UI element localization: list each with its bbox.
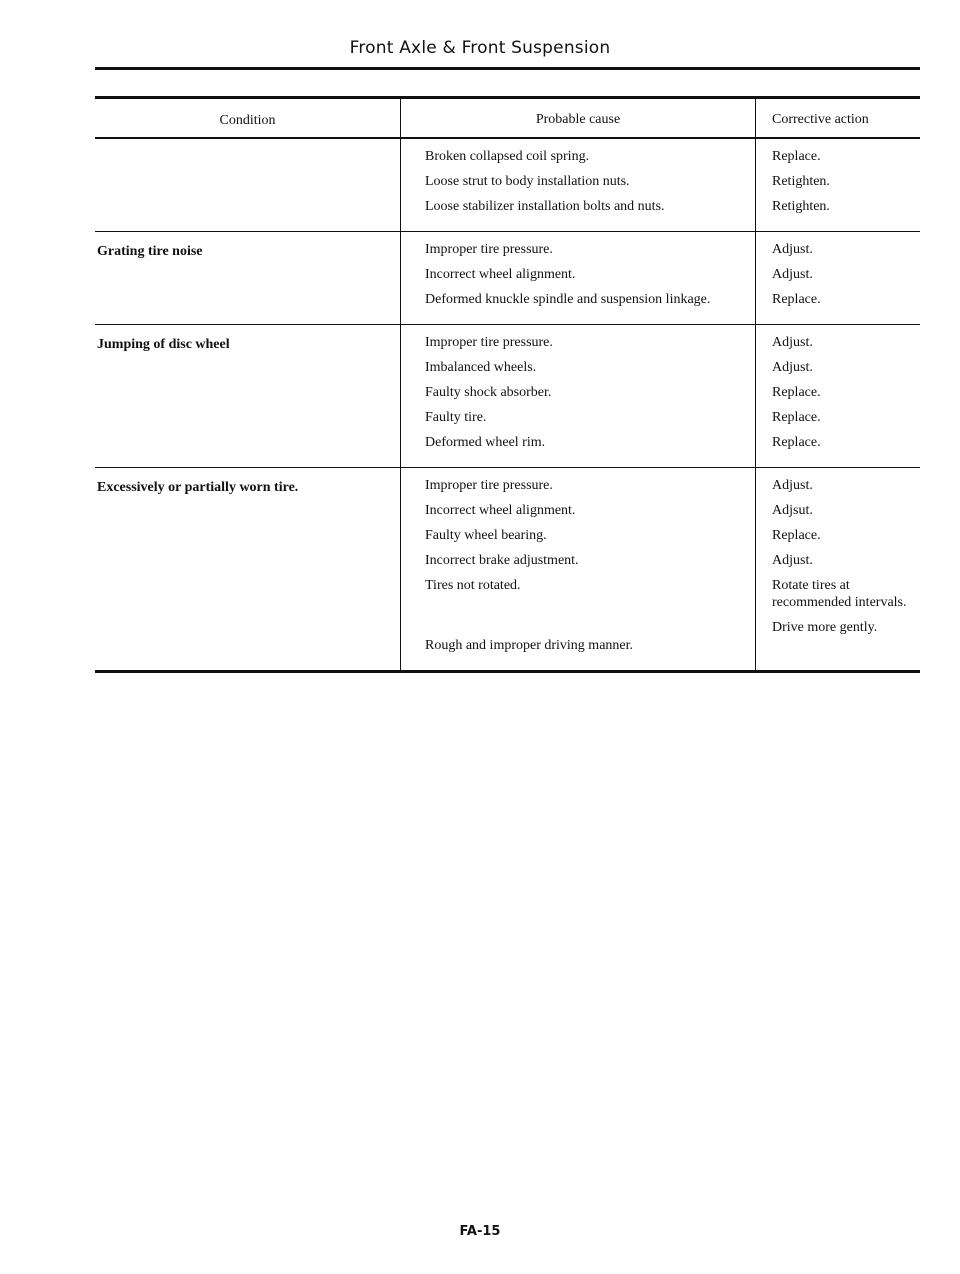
action-cell bbox=[756, 468, 920, 670]
cause-line: Loose stabilizer installation bolts and nuts. bbox=[425, 199, 665, 214]
action-line: Adjust. bbox=[772, 242, 813, 257]
cause-line: Incorrect wheel alignment. bbox=[425, 503, 576, 518]
cause-line: Loose strut to body installation nuts. bbox=[425, 174, 630, 189]
table-group bbox=[95, 468, 920, 673]
table-group bbox=[95, 325, 920, 468]
cause-line: Broken collapsed coil spring. bbox=[425, 149, 590, 164]
action-line: Replace. bbox=[772, 292, 821, 307]
action-line: Retighten. bbox=[772, 174, 830, 189]
cause-line: Deformed knuckle spindle and suspension linkage. bbox=[425, 292, 711, 307]
action-line: Adjsut. bbox=[772, 503, 813, 518]
action-line: Adjust. bbox=[772, 267, 813, 282]
cause-line: Imbalanced wheels. bbox=[425, 360, 537, 375]
page-number: FA-15 bbox=[459, 1224, 501, 1239]
cause-cell bbox=[400, 325, 756, 467]
header-condition: Condition bbox=[219, 113, 276, 128]
cause-line: Deformed wheel rim. bbox=[425, 435, 546, 450]
troubleshooting-table bbox=[95, 96, 920, 673]
action-line: Adjust. bbox=[772, 478, 813, 493]
cause-line: Faulty shock absorber. bbox=[425, 385, 552, 400]
table-group bbox=[95, 232, 920, 325]
cause-line: Improper tire pressure. bbox=[425, 478, 553, 493]
action-line: Drive more gently. bbox=[772, 620, 878, 635]
action-line: Replace. bbox=[772, 528, 821, 543]
action-line: Retighten. bbox=[772, 199, 830, 214]
cause-line: Incorrect brake adjustment. bbox=[425, 553, 579, 568]
cause-line: Faulty wheel bearing. bbox=[425, 528, 547, 543]
action-line: Replace. bbox=[772, 435, 821, 450]
cause-line: Rough and improper driving manner. bbox=[425, 638, 634, 653]
action-line: Adjust. bbox=[772, 360, 813, 375]
page-title: Front Axle & Front Suspension bbox=[349, 38, 611, 58]
action-line: Replace. bbox=[772, 149, 821, 164]
header-probable-cause: Probable cause bbox=[400, 99, 756, 137]
condition-cell: Excessively or partially worn tire. bbox=[97, 480, 299, 495]
cause-line: Tires not rotated. bbox=[425, 578, 521, 593]
header-corrective-action: Corrective action bbox=[772, 112, 869, 127]
cause-line: Improper tire pressure. bbox=[425, 242, 553, 257]
cause-cell bbox=[400, 139, 756, 231]
action-line: Adjust. bbox=[772, 553, 813, 568]
condition-cell: Jumping of disc wheel bbox=[97, 337, 230, 352]
action-line: Rotate tires at recommended intervals. bbox=[772, 578, 907, 610]
cause-line: Improper tire pressure. bbox=[425, 335, 553, 350]
cause-line: Incorrect wheel alignment. bbox=[425, 267, 576, 282]
action-line: Replace. bbox=[772, 410, 821, 425]
cause-cell bbox=[400, 232, 756, 324]
header-rule bbox=[95, 67, 920, 70]
table-group bbox=[95, 139, 920, 232]
action-cell bbox=[756, 139, 920, 231]
action-cell bbox=[756, 325, 920, 467]
action-cell bbox=[756, 232, 920, 324]
table-header-row bbox=[95, 99, 920, 139]
condition-cell bbox=[95, 139, 400, 231]
action-line: Adjust. bbox=[772, 335, 813, 350]
cause-line: Faulty tire. bbox=[425, 410, 487, 425]
condition-cell: Grating tire noise bbox=[97, 244, 203, 259]
action-line: Replace. bbox=[772, 385, 821, 400]
cause-cell bbox=[400, 468, 756, 670]
